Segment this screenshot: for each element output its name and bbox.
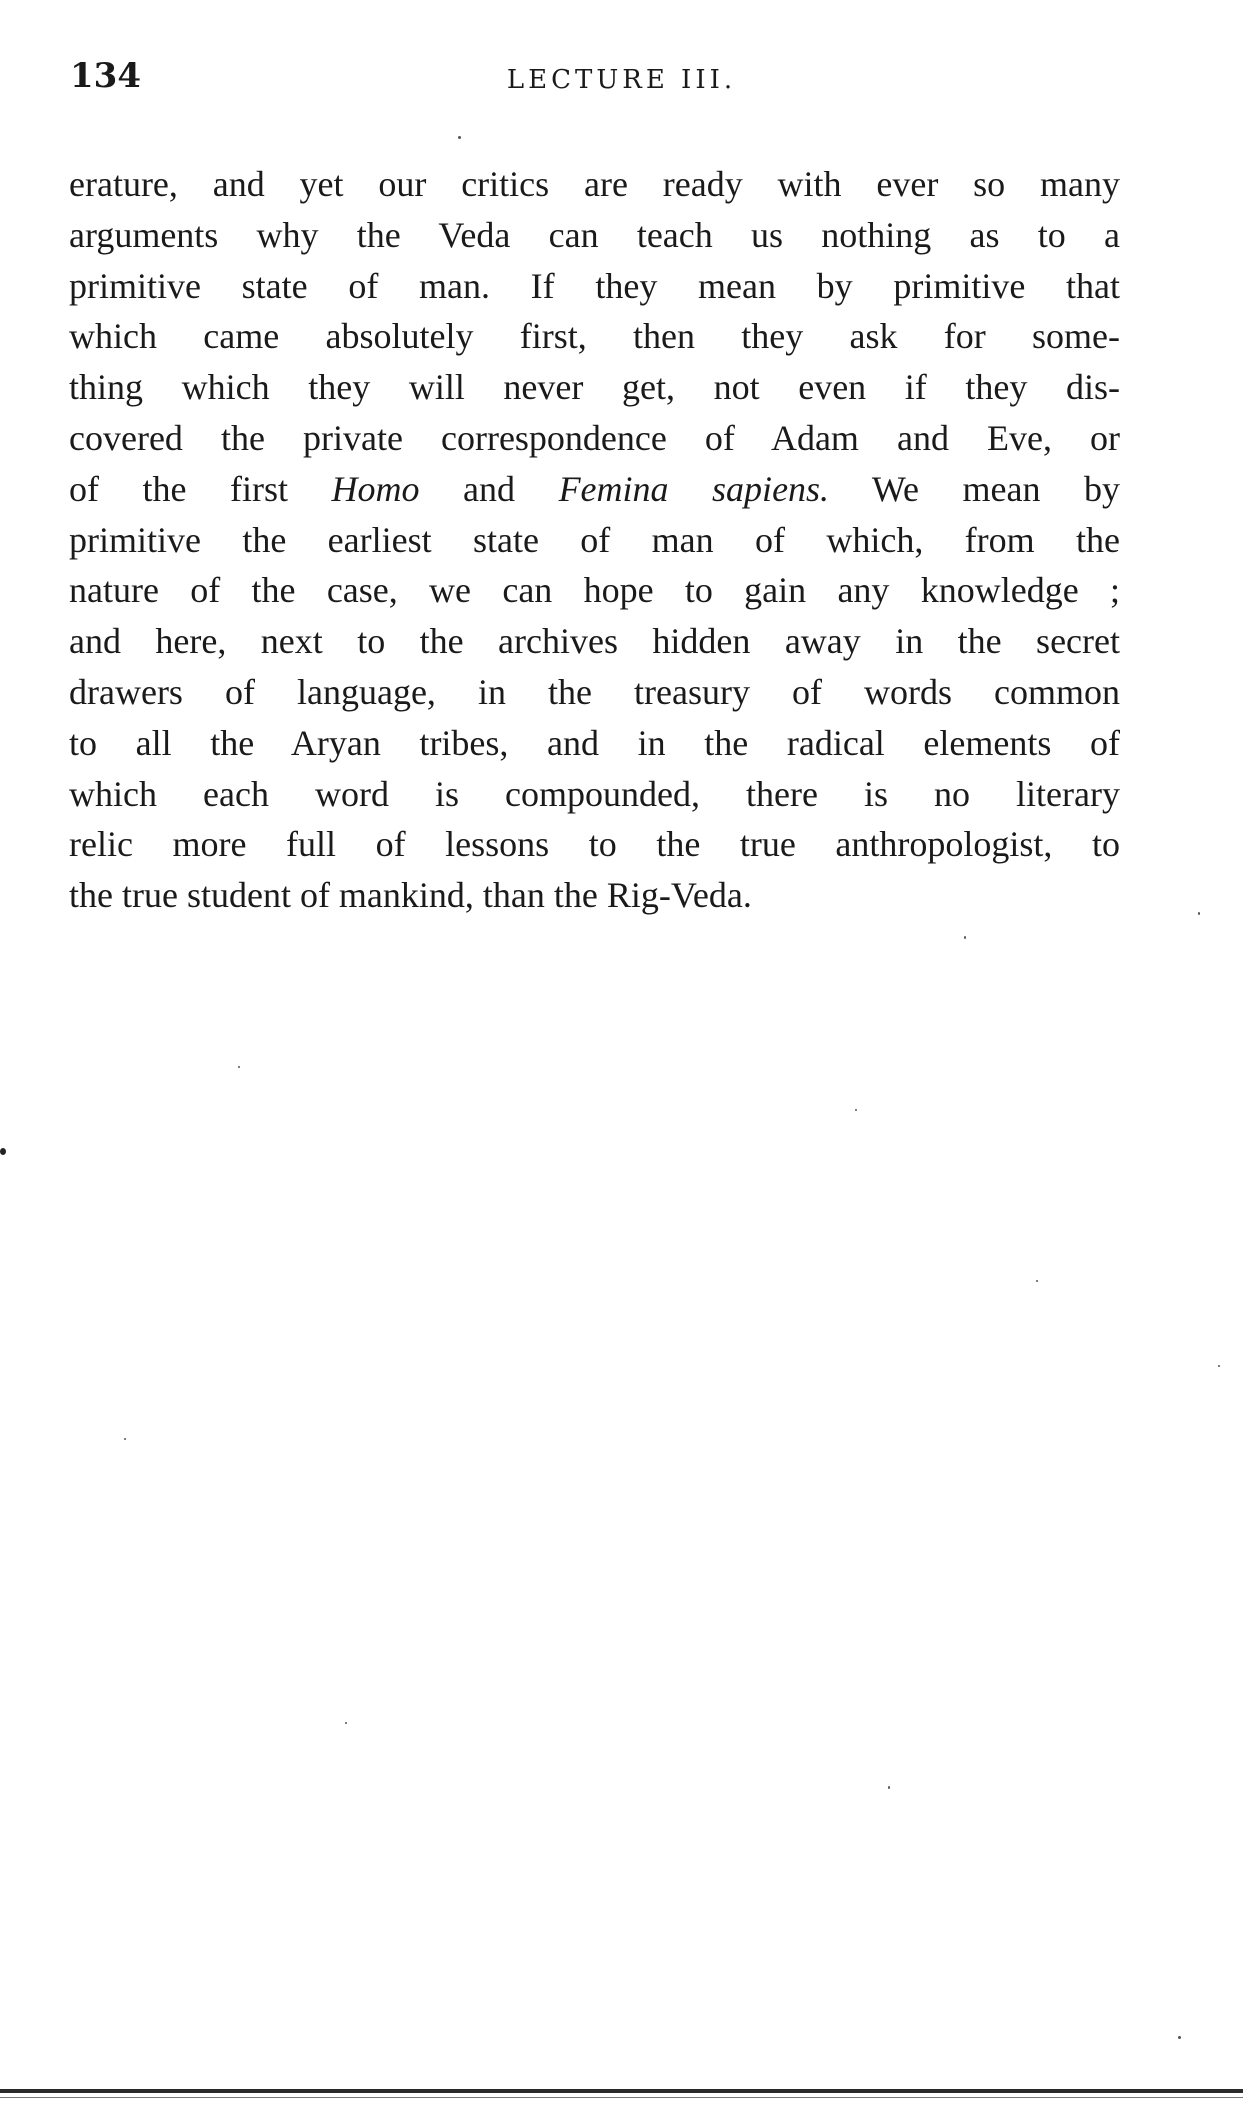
- text-line: arguments why the Veda can teach us nothing as to a: [69, 214, 1120, 255]
- text-line: which each word is compounded, there is no literary: [69, 773, 1120, 814]
- scan-speck: [238, 1066, 240, 1068]
- scan-speck: [964, 936, 966, 939]
- text-line: erature, and yet our critics are ready with ever so many: [69, 164, 1120, 204]
- scan-speck: [0, 1148, 6, 1155]
- scan-edge-rule: [0, 2089, 1243, 2093]
- scan-speck: [345, 1722, 347, 1724]
- text-line: primitive state of man. If they mean by primitive that: [69, 265, 1120, 306]
- scan-speck: [888, 1786, 890, 1789]
- text-line: thing which they will never get, not even if they dis-: [69, 367, 1120, 408]
- text-line: nature of the case, we can hope to gain any knowledge ;: [69, 570, 1120, 611]
- text-run: of the first: [69, 468, 332, 509]
- text-line: covered the private correspondence of Adam and Eve, or: [69, 417, 1120, 458]
- text-line: drawers of language, in the treasury of words common: [69, 671, 1120, 712]
- scan-speck: [458, 136, 461, 139]
- scan-speck: [1218, 1365, 1220, 1367]
- text-line: [69, 464, 1120, 515]
- italic-term-femina-sapiens: Femina sapiens.: [558, 468, 830, 509]
- text-run: and: [419, 468, 559, 509]
- text-line: to all the Aryan tribes, and in the radical elements of: [69, 722, 1120, 763]
- text-line: the true student of mankind, than the Rig-Veda.: [69, 875, 752, 916]
- italic-term-homo: Homo: [331, 468, 420, 509]
- scan-edge-rule: [0, 2097, 1243, 2098]
- text-line: relic more full of lessons to the true anthropologist, to: [69, 824, 1120, 865]
- page-number: 134: [70, 56, 141, 96]
- running-head: LECTURE III.: [506, 65, 737, 95]
- text-line: primitive the earliest state of man of which, from the: [69, 519, 1120, 560]
- scan-speck: [1036, 1280, 1038, 1282]
- text-run: We mean by: [829, 468, 1121, 509]
- scan-speck: [124, 1438, 126, 1440]
- body-paragraph: [69, 159, 1120, 921]
- text-line: and here, next to the archives hidden away in the secret: [69, 621, 1120, 662]
- scan-speck: [1198, 912, 1200, 915]
- text-line: which came absolutely first, then they ask for some-: [69, 316, 1120, 357]
- scan-speck: [855, 1109, 857, 1111]
- scan-speck: [1178, 2036, 1181, 2039]
